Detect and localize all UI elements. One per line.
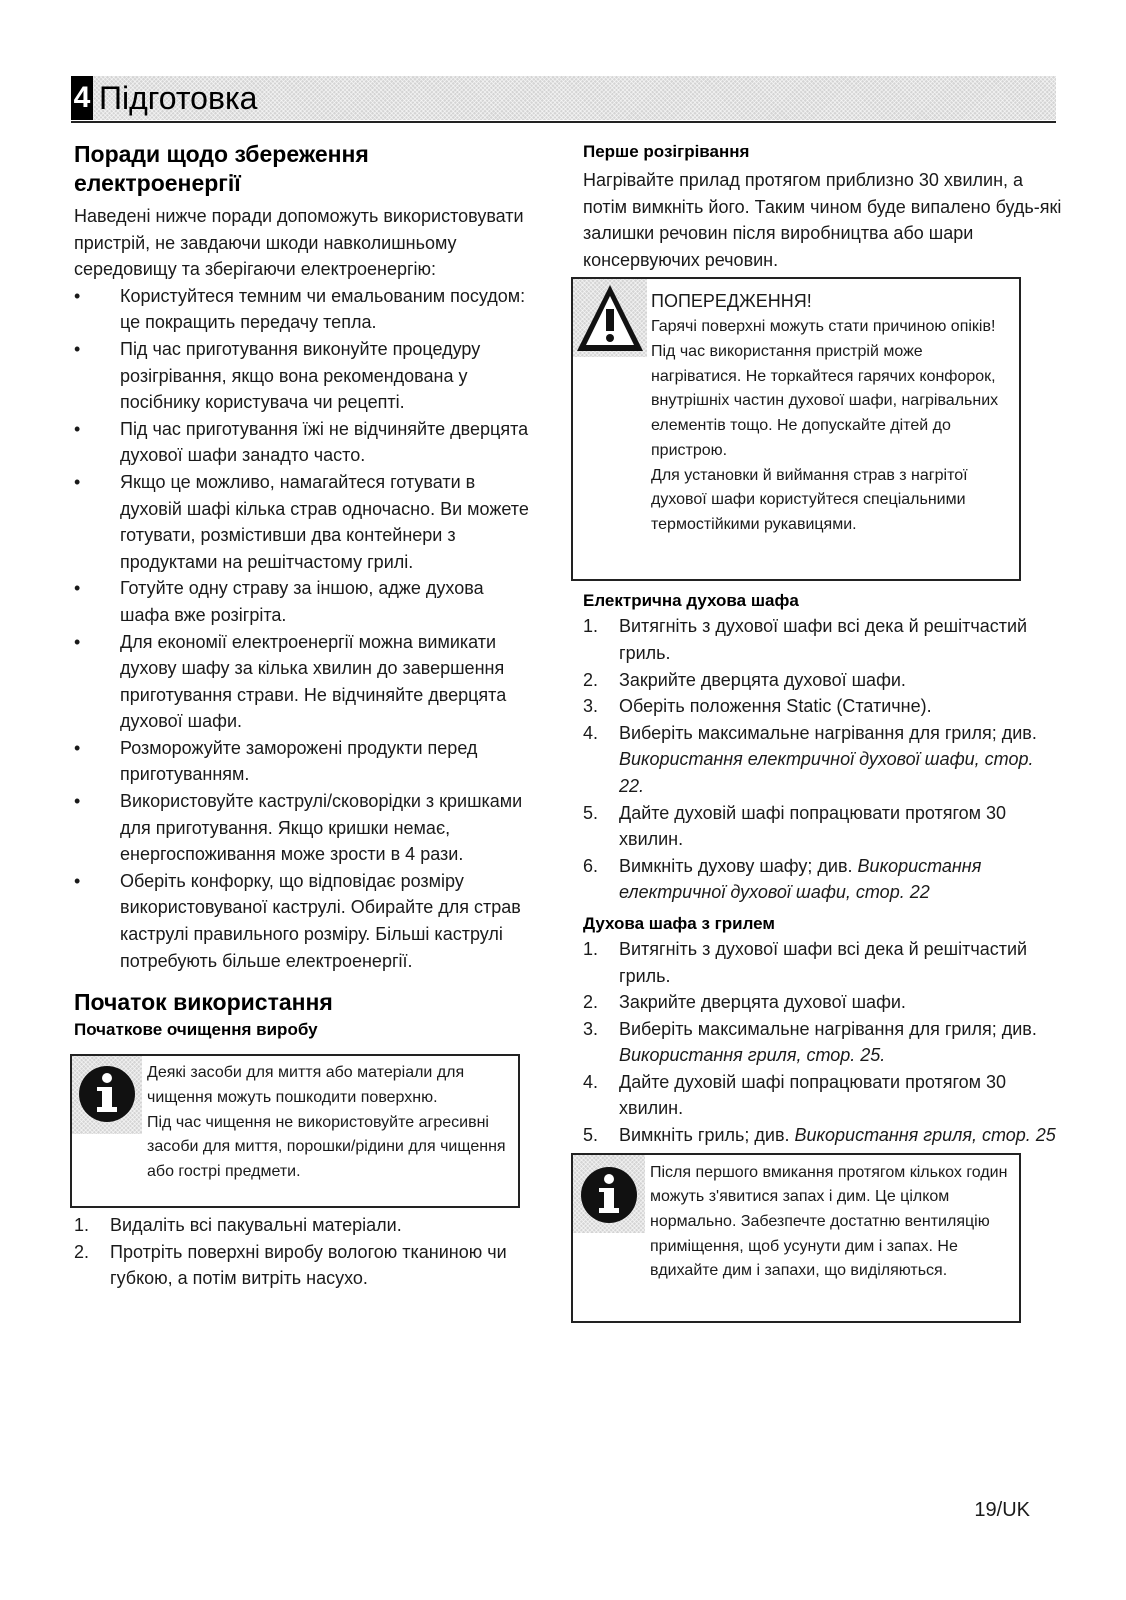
warning-title: ПОПЕРЕДЖЕННЯ!: [651, 291, 812, 312]
grill-step-item: [583, 989, 1063, 1016]
step-number: 3.: [583, 1018, 599, 1039]
page-number: 19/UK: [974, 1499, 1030, 1521]
left-column: [74, 140, 534, 1292]
electric-step-item: [583, 720, 1063, 800]
cleaning-step-item: [74, 1239, 534, 1292]
warning-icon-area: [573, 279, 647, 357]
first-heat-title: Перше розігрівання: [583, 142, 750, 161]
bullet-marker: •: [74, 338, 81, 359]
step-number: 1.: [74, 1215, 90, 1236]
energy-intro: Наведені нижче поради допоможуть використовувати пристрій, не завдаючи шкоди навколишньому середовищу та зберігаючи електроенергію:: [74, 206, 524, 280]
step-text: Витягніть з духової шафи всі дека й решітчастий гриль.: [619, 616, 1028, 663]
energy-tip-text: Оберіть конфорку, що відповідає розміру використовуваної каструлі. Обирайте для страв каструлі правильного розміру. Більші каструлі потребують більше електроенергії.: [120, 870, 521, 971]
step-text: Дайте духовій шафі попрацювати протягом 30 хвилин.: [619, 802, 1007, 850]
electric-step-item: [583, 693, 1063, 720]
step-text: Вимкніть духову шафу; див.: [619, 855, 858, 876]
energy-tip-item: [74, 629, 534, 735]
energy-section-title: [74, 140, 534, 198]
energy-tip-item: [74, 416, 534, 469]
chapter-number: 4: [71, 76, 93, 120]
grill-oven-title: Духова шафа з грилем: [583, 913, 775, 933]
electric-oven-title: Електрична духова шафа: [583, 591, 799, 611]
step-text: Дайте духовій шафі попрацювати протягом 30 хвилин.: [619, 1071, 1007, 1119]
cleaning-info-box: [70, 1054, 520, 1208]
bullet-marker: •: [74, 870, 81, 891]
info-icon-area-2: [573, 1155, 645, 1233]
grill-step-item: [583, 1016, 1063, 1069]
energy-tip-text: Для економії електроенергії можна вимикати духову шафу за кілька хвилин до завершення приготування страви. Не відчиняйте дверцята духової шафи.: [120, 631, 507, 732]
step-page-reference: Використання гриля, стор. 25: [794, 1125, 1056, 1146]
grill-step-item: [583, 1069, 1063, 1122]
info-icon: [573, 1155, 645, 1233]
first-use-info-box: [571, 1153, 1021, 1323]
energy-tip-item: [74, 336, 534, 416]
bullet-marker: •: [74, 285, 81, 306]
energy-tip-item: [74, 469, 534, 575]
energy-tips-list: [74, 283, 534, 974]
step-text: Витягніть з духової шафи всі дека й решітчастий гриль.: [619, 938, 1028, 986]
grill-step-item: [583, 936, 1063, 989]
step-number: 5.: [583, 1125, 599, 1146]
step-page-reference: Використання електричної духової шафи, стор. 22.: [619, 749, 1034, 796]
right-column: [583, 140, 1063, 1323]
chapter-header-rule: [71, 121, 1056, 123]
step-page-reference: Використання електричної духової шафи, стор. 22: [619, 855, 982, 903]
grill-steps-list: [583, 936, 1063, 1149]
cleaning-info-text1: Деякі засоби для миття або матеріали для чищення можуть пошкодити поверхню.: [147, 1064, 465, 1106]
electric-steps-list: [583, 613, 1063, 906]
energy-tip-item: [74, 868, 534, 974]
cleaning-step-item: [74, 1212, 534, 1239]
bullet-marker: •: [74, 791, 81, 812]
warning-box: [571, 277, 1021, 581]
chapter-title: Підготовка: [99, 80, 258, 116]
step-number: 2.: [583, 992, 599, 1013]
step-text: Оберіть положення Static (Статичне).: [619, 696, 932, 717]
step-text: Видаліть всі пакувальні матеріали.: [110, 1215, 402, 1236]
step-text: Виберіть максимальне нагрівання для гриля; див.: [619, 722, 1037, 743]
step-page-reference: Використання гриля, стор. 25.: [619, 1045, 886, 1066]
energy-tip-item: [74, 735, 534, 788]
info-icon-area: [72, 1056, 142, 1134]
grill-step-item: [583, 1122, 1063, 1149]
energy-title-line2: електроенергії: [74, 170, 241, 196]
electric-step-item: [583, 800, 1063, 853]
energy-tip-item: [74, 575, 534, 628]
first-use-info-text: Після першого вмикання протягом кількох годин можуть з'явитися запах і дим. Це цілком нормально. Забезпечте достатню вентиляцію приміщення, щоб усунути дим і запах. Не вдихайте дим і запахи, що виділяються.: [650, 1163, 1008, 1280]
warning-text1: Гарячі поверхні можуть стати причиною опіків!: [651, 318, 996, 336]
energy-tip-text: Готуйте одну страву за іншою, адже духова шафа вже розігріта.: [120, 578, 484, 625]
energy-tip-item: [74, 788, 534, 868]
energy-tip-item: [74, 283, 534, 336]
cleaning-steps-list: [74, 1212, 534, 1292]
energy-tip-text: Використовуйте каструлі/сковорідки з кришками для приготування. Якщо кришки немає, енергоспоживання може зрости в 4 рази.: [120, 791, 523, 865]
energy-tip-text: Якщо це можливо, намагайтеся готувати в духовій шафі кілька страв одночасно. Ви можете готувати, розмістивши два контейнери з продуктами на решітчастому грилі.: [120, 471, 529, 572]
info-icon: [72, 1056, 142, 1134]
step-number: 5.: [583, 802, 599, 823]
electric-step-item: [583, 853, 1063, 906]
cleaning-info-text2: Під час чищення не використовуйте агресивні засоби для миття, порошки/рідини для чищення або гострі предмети.: [147, 1113, 506, 1181]
bullet-marker: •: [74, 631, 81, 652]
warning-text2: Під час використання пристрій може нагріватися. Не торкайтеся гарячих конфорок, внутрішніх частин духової шафи, нагрівальних елементів тощо. Не допускайте дітей до пристрою.: [651, 343, 999, 459]
step-number: 4.: [583, 722, 599, 743]
step-number: 4.: [583, 1071, 599, 1092]
step-number: 6.: [583, 855, 599, 876]
bullet-marker: •: [74, 737, 81, 758]
first-heat-text: Нагрівайте прилад протягом приблизно 30 хвилин, а потім вимкніть його. Таким чином буде випалено будь-які залишки речовин після виробництва або шари консервуючих речовин.: [583, 170, 1062, 270]
warning-text3: Для установки й виймання страв з нагрітої духової шафи користуйтеся спеціальними термостійкими рукавицями.: [651, 466, 968, 533]
bullet-marker: •: [74, 471, 81, 492]
step-text: Протріть поверхні виробу вологою тканиною чи губкою, а потім витріть насухо.: [110, 1241, 507, 1289]
step-number: 2.: [74, 1241, 90, 1262]
step-text: Вимкніть гриль; див.: [619, 1125, 795, 1146]
step-number: 2.: [583, 669, 599, 690]
energy-tip-text: Під час приготування їжі не відчиняйте дверцята духової шафи занадто часто.: [120, 418, 529, 466]
step-number: 1.: [583, 938, 599, 959]
electric-step-item: [583, 667, 1063, 694]
bullet-marker: •: [74, 418, 81, 439]
step-text: Виберіть максимальне нагрівання для гриля; див.: [619, 1018, 1037, 1039]
energy-tip-text: Розморожуйте заморожені продукти перед приготуванням.: [120, 737, 478, 785]
start-section-title: Початок використання: [74, 989, 333, 1016]
cleaning-subtitle: Початкове очищення виробу: [74, 1020, 318, 1040]
warning-icon: [573, 279, 647, 357]
energy-title-line1: Поради щодо збереження: [74, 141, 369, 167]
step-number: 3.: [583, 696, 599, 717]
step-text: Закрийте дверцята духової шафи.: [619, 992, 906, 1013]
step-number: 1.: [583, 616, 599, 637]
energy-tip-text: Під час приготування виконуйте процедуру розігрівання, якщо вона рекомендована у посібнику користувача чи рецепті.: [120, 338, 481, 413]
electric-step-item: [583, 613, 1063, 666]
bullet-marker: •: [74, 578, 81, 599]
energy-tip-text: Користуйтеся темним чи емальованим посудом: це покращить передачу тепла.: [120, 285, 526, 333]
step-text: Закрийте дверцята духової шафи.: [619, 669, 906, 690]
